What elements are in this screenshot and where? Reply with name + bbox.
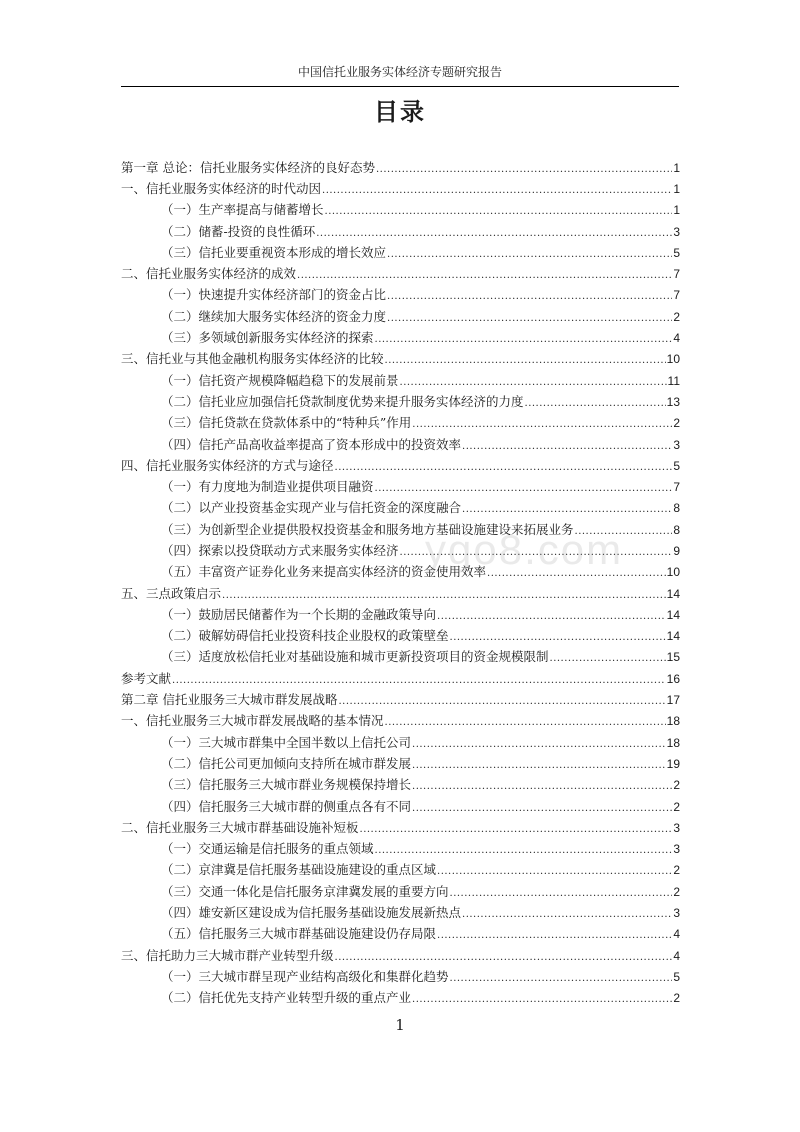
toc-entry-label: 第一章 总论：信托业服务实体经济的良好态势 [121, 159, 375, 175]
toc-leader-dots [335, 460, 673, 476]
toc-entry-label: 一、信托业服务三大城市群发展战略的基本情况 [121, 713, 384, 729]
toc-leader-dots [400, 545, 673, 561]
toc-leader-dots [297, 268, 672, 284]
toc-leader-dots [387, 289, 672, 305]
toc-leader-dots [462, 502, 672, 518]
toc-entry[interactable] [121, 221, 680, 242]
toc-entry-label: （四）探索以投贷联动方式来服务实体经济 [161, 542, 399, 558]
toc-entry-label: （一）快速提升实体经济部门的资金占比 [161, 287, 387, 303]
toc-entry-label: （二）信托公司更加倾向支持所在城市群发展 [161, 755, 412, 771]
toc-entry[interactable] [121, 200, 680, 221]
toc-entry-page: 2 [673, 416, 680, 431]
toc-entry-page: 7 [673, 288, 680, 303]
toc-leader-dots [172, 673, 666, 689]
toc-entry-label: 三、信托业与其他金融机构服务实体经济的比较 [121, 351, 384, 367]
toc-entry[interactable] [121, 924, 680, 945]
toc-entry-page: 2 [673, 778, 680, 793]
toc-entry[interactable] [121, 178, 680, 199]
toc-entry-page: 4 [673, 331, 680, 346]
toc-entry-page: 14 [666, 607, 680, 622]
toc-entry[interactable] [121, 668, 680, 689]
toc-entry-page: 2 [673, 991, 680, 1006]
toc-leader-dots [222, 588, 666, 604]
toc-entry[interactable] [121, 157, 680, 178]
toc-entry-label: （一）信托资产规模降幅趋稳下的发展前景 [161, 372, 399, 388]
toc-entry-page: 1 [673, 160, 680, 175]
page-number: 1 [395, 1016, 405, 1034]
toc-entry-page: 2 [673, 309, 680, 324]
toc-entry[interactable] [121, 327, 680, 348]
toc-entry[interactable] [121, 796, 680, 817]
toc-leader-dots [385, 715, 666, 731]
header-divider [121, 86, 679, 87]
toc-entry-page: 10 [666, 565, 680, 580]
toc-entry[interactable] [121, 434, 680, 455]
toc-entry-label: （三）多领域创新服务实体经济的探索 [161, 330, 374, 346]
toc-leader-dots [375, 843, 673, 859]
toc-entry-page: 7 [673, 480, 680, 495]
toc-leader-dots [450, 886, 673, 902]
toc-leader-dots [338, 694, 665, 710]
toc-entry[interactable] [121, 860, 680, 881]
toc-title: 目录 [374, 97, 426, 126]
toc-entry-page: 3 [673, 820, 680, 835]
toc-leader-dots [462, 907, 672, 923]
toc-entry[interactable] [121, 306, 680, 327]
toc-leader-dots [412, 417, 672, 433]
toc-entry-label: （三）信托贷款在贷款体系中的“特种兵”作用 [161, 415, 412, 431]
toc-entry-label: （四）雄安新区建设成为信托服务基础设施发展新热点 [161, 905, 462, 921]
toc-entry-page: 13 [666, 394, 680, 409]
toc-entry[interactable] [121, 902, 680, 923]
toc-entry-page: 11 [667, 373, 680, 388]
toc-entry[interactable] [121, 839, 680, 860]
toc-entry-label: 五、三点政策启示 [121, 585, 222, 601]
toc-entry-page: 4 [673, 927, 680, 942]
toc-leader-dots [322, 183, 672, 199]
toc-entry-label: （二）以产业投资基金实现产业与信托资金的深度融合 [161, 500, 462, 516]
toc-leader-dots [400, 375, 667, 391]
toc-entry-label: （三）为创新型企业提供股权投资基金和服务地方基础设施建设来拓展业务 [161, 521, 574, 537]
toc-entry-label: （五）信托服务三大城市群基础设施建设仍存局限 [161, 926, 437, 942]
toc-entry[interactable] [121, 285, 680, 306]
toc-leader-dots [412, 992, 672, 1008]
toc-entry[interactable] [121, 519, 680, 540]
toc-entry-label: （三）适度放松信托业对基础设施和城市更新投资项目的资金规模限制 [161, 649, 549, 665]
toc-entry-page: 8 [673, 501, 680, 516]
toc-entry-label: （三）交通一体化是信托服务京津冀发展的重要方向 [161, 883, 449, 899]
toc-entry[interactable] [121, 476, 680, 497]
toc-entry-label: （四）信托产品高收益率提高了资本形成中的投资效率 [161, 436, 462, 452]
toc-entry-label: （二）破解妨碍信托业投资科技企业股权的政策壁垒 [161, 628, 449, 644]
toc-entry-label: 二、信托业服务实体经济的成效 [121, 266, 297, 282]
toc-leader-dots [385, 353, 666, 369]
toc-entry-label: （一）生产率提高与储蓄增长 [161, 202, 324, 218]
toc-leader-dots [325, 204, 673, 220]
toc-entry-page: 18 [666, 714, 680, 729]
toc-entry-label: 一、信托业服务实体经济的时代动因 [121, 180, 322, 196]
toc-entry-label: （三）信托业要重视资本形成的增长效应 [161, 244, 387, 260]
toc-entry[interactable] [121, 817, 680, 838]
toc-entry[interactable] [121, 689, 680, 710]
toc-entry[interactable] [121, 988, 680, 1009]
toc-leader-dots [335, 950, 673, 966]
toc-entry[interactable] [121, 753, 680, 774]
toc-entry-page: 14 [666, 586, 680, 601]
toc-leader-dots [360, 822, 673, 838]
toc-leader-dots [375, 332, 673, 348]
toc-entry-label: 二、信托业服务三大城市群基础设施补短板 [121, 819, 359, 835]
toc-entry-label: （二）信托业应加强信托贷款制度优势来提升服务实体经济的力度 [161, 393, 524, 409]
toc-leader-dots [375, 481, 673, 497]
toc-entry-page: 7 [673, 267, 680, 282]
toc-entry[interactable] [121, 626, 680, 647]
toc-leader-dots [412, 737, 666, 753]
toc-leader-dots [387, 311, 672, 327]
toc-entry[interactable] [121, 540, 680, 561]
toc-leader-dots [437, 609, 666, 625]
toc-entry[interactable] [121, 562, 680, 583]
toc-entry-page: 2 [673, 863, 680, 878]
toc-leader-dots [437, 928, 672, 944]
toc-entry-page: 5 [673, 245, 680, 260]
toc-leader-dots [487, 566, 666, 582]
toc-entry-page: 18 [666, 735, 680, 750]
toc-leader-dots [376, 162, 672, 178]
toc-entry-page: 4 [673, 948, 680, 963]
toc-entry-page: 19 [666, 756, 680, 771]
toc-entry[interactable] [121, 711, 680, 732]
toc-entry-label: 第二章 信托业服务三大城市群发展战略 [121, 692, 338, 708]
toc-entry-page: 2 [673, 884, 680, 899]
toc-leader-dots [412, 758, 666, 774]
toc-entry-page: 14 [666, 629, 680, 644]
toc-entry-label: （一）三大城市群呈现产业结构高级化和集群化趋势 [161, 968, 449, 984]
watermark: ygo8.com [425, 526, 624, 573]
toc-leader-dots [462, 439, 672, 455]
toc-entry[interactable] [121, 583, 680, 604]
toc-entry-page: 10 [666, 352, 680, 367]
toc-entry-page: 9 [673, 543, 680, 558]
toc-entry-label: （一）三大城市群集中全国半数以上信托公司 [161, 734, 412, 750]
toc-entry[interactable] [121, 455, 680, 476]
toc-entry[interactable] [121, 881, 680, 902]
toc-entry-page: 15 [666, 650, 680, 665]
toc-entry-page: 2 [673, 799, 680, 814]
toc-entry-label: （一）有力度地为制造业提供项目融资 [161, 479, 374, 495]
toc-entry-page: 1 [673, 203, 680, 218]
toc-entry-label: （一）鼓励居民储蓄作为一个长期的金融政策导向 [161, 606, 437, 622]
toc-leader-dots [450, 971, 673, 987]
toc-entry-label: 三、信托助力三大城市群产业转型升级 [121, 947, 334, 963]
toc-entry[interactable] [121, 349, 680, 370]
toc-leader-dots [316, 226, 672, 242]
toc-entry-page: 5 [673, 458, 680, 473]
toc-entry[interactable] [121, 498, 680, 519]
toc-entry[interactable] [121, 966, 680, 987]
toc-entry[interactable] [121, 242, 680, 263]
toc-entry-label: （五）丰富资产证券化业务来提高实体经济的资金使用效率 [161, 564, 487, 580]
toc-leader-dots [437, 864, 672, 880]
toc-leader-dots [525, 396, 666, 412]
toc-entry-page: 3 [673, 906, 680, 921]
toc-entry-label: （二）继续加大服务实体经济的资金力度 [161, 308, 387, 324]
toc-entry-label: （四）信托服务三大城市群的侧重点各有不同 [161, 798, 412, 814]
toc-entry-page: 3 [673, 224, 680, 239]
toc-leader-dots [412, 779, 672, 795]
toc-leader-dots [450, 630, 666, 646]
toc-entry-page: 5 [673, 969, 680, 984]
toc-entry[interactable] [121, 370, 680, 391]
toc-entry-label: 四、信托业服务实体经济的方式与途径 [121, 457, 334, 473]
toc-entry[interactable] [121, 945, 680, 966]
toc-entry-label: （一）交通运输是信托服务的重点领域 [161, 841, 374, 857]
toc-entry-page: 3 [673, 842, 680, 857]
toc-entry-label: （二）储蓄-投资的良性循环 [161, 223, 316, 239]
toc-entry-label: （三）信托服务三大城市群业务规模保持增长 [161, 777, 412, 793]
toc-entry-page: 16 [666, 671, 680, 686]
toc-entry[interactable] [121, 647, 680, 668]
toc-entry-page: 8 [673, 522, 680, 537]
toc-entry-page: 1 [673, 181, 680, 196]
toc-leader-dots [387, 247, 672, 263]
toc-entry-label: 参考文献 [121, 670, 172, 686]
toc-entry[interactable] [121, 604, 680, 625]
toc-entry-label: （二）京津冀是信托服务基础设施建设的重点区域 [161, 862, 437, 878]
toc-entry[interactable] [121, 263, 680, 284]
toc-leader-dots [412, 801, 672, 817]
toc-leader-dots [550, 651, 666, 667]
toc-entry[interactable] [121, 732, 680, 753]
toc-entry[interactable] [121, 775, 680, 796]
toc-entry[interactable] [121, 391, 680, 412]
toc-entry-label: （二）信托优先支持产业转型升级的重点产业 [161, 990, 412, 1006]
page-header: 中国信托业服务实体经济专题研究报告 [297, 65, 502, 79]
table-of-contents [121, 157, 680, 1009]
toc-leader-dots [575, 524, 673, 540]
toc-entry[interactable] [121, 413, 680, 434]
toc-entry-page: 3 [673, 437, 680, 452]
toc-entry-page: 17 [666, 693, 680, 708]
